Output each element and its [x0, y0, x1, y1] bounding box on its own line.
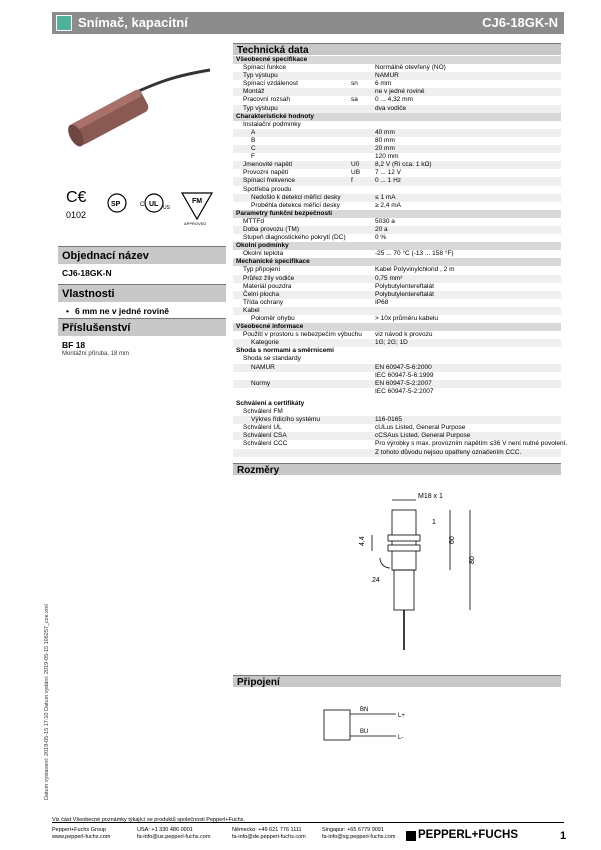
spec-row [233, 145, 561, 153]
spec-row [233, 283, 561, 291]
spec-value: 8,2 V (Ri cca. 1 kΩ) [375, 161, 432, 169]
spec-row [233, 202, 561, 210]
spec-label: MTTFd [243, 217, 264, 225]
spec-row [233, 432, 561, 440]
spec-label: Normy [251, 379, 271, 387]
spec-value: cULus Listed, General Purpose [375, 424, 466, 432]
spec-row [233, 64, 561, 72]
spec-row [233, 177, 561, 185]
spec-value: Polybutylentereftalát [375, 290, 434, 298]
spec-value: 0,75 mm² [375, 274, 403, 282]
spec-value: 0 ... 4,32 mm [375, 96, 413, 104]
connection-heading: Připojení [233, 675, 561, 687]
fm-icon [182, 193, 212, 219]
spec-row [233, 372, 561, 380]
spec-value: Kabel Polyvinylchlorid , 2 m [375, 266, 455, 274]
spec-row [233, 96, 561, 104]
tech-data-heading: Technická data [233, 43, 561, 55]
header-bar [52, 12, 564, 34]
spec-value: 0 ... 1 Hz [375, 177, 402, 185]
spec-value: 80 mm [375, 136, 395, 144]
order-title: Objednací název [58, 246, 226, 264]
spec-row [233, 449, 561, 457]
spec-section-header: Schválení a certifikáty [236, 399, 305, 407]
spec-section-header: Mechanické specifikace [233, 258, 561, 266]
csa-label: SP [111, 201, 121, 208]
spec-label: Výkres řídicího systému [251, 416, 320, 424]
spec-row [233, 307, 561, 315]
accessories-title: Příslušenství [58, 318, 226, 336]
spec-section-header: Všeobecné specifikace [233, 56, 561, 64]
spec-row [233, 315, 561, 323]
l-minus-label: L- [398, 735, 404, 741]
spec-label: Schválení CCC [243, 440, 288, 448]
footer-de-phone: Německo: +49 621 776 1111 [232, 827, 302, 833]
spec-row [233, 416, 561, 424]
spec-value: ne v jedné rovině [375, 88, 425, 96]
spec-row [233, 380, 561, 388]
brand-square-icon [56, 15, 72, 31]
spec-label: Spotřeba proudu [243, 185, 292, 193]
spec-value: viz návod k provozu [375, 331, 433, 339]
spec-label: Spínací vzdálenost [243, 80, 298, 88]
dim-label-24: 24 [372, 577, 380, 584]
connection-diagram [320, 700, 430, 750]
spec-value: Polybutylentereftalát [375, 282, 434, 290]
footer-website[interactable]: www.pepperl-fuchs.com [52, 834, 111, 840]
spec-label: Schválení FM [243, 408, 283, 416]
spec-section-header: Shoda s normami a směrnicemi [236, 347, 334, 355]
spec-label: Stupeň diagnostického pokrytí (DC) [243, 234, 346, 242]
spec-row [233, 121, 561, 129]
spec-label: A [251, 128, 256, 136]
spec-label: Spínací frekvence [243, 177, 296, 185]
spec-value: dva vodiče [375, 104, 407, 112]
spec-section-header: Okolní podmínky [233, 242, 561, 250]
spec-value: 0 % [375, 234, 387, 242]
spec-row [233, 218, 561, 226]
features-title: Vlastnosti [58, 284, 226, 302]
spec-value: ≤ 1 mA [375, 193, 396, 201]
sensor-product-image [60, 60, 230, 170]
spec-label: Instalační podmínky [243, 120, 301, 128]
spec-value: > 10x průměru kabelu [375, 315, 439, 322]
bu-label: BU [360, 729, 369, 735]
spec-row [233, 388, 561, 396]
spec-label: Shoda se standardy [243, 355, 301, 363]
spec-label: Použití v prostoru s nebezpečím výbuchu [243, 331, 362, 339]
spec-label: C [251, 145, 256, 153]
thread-label: M18 x 1 [418, 493, 443, 500]
spec-label: Kabel [243, 306, 260, 314]
spec-value: NAMUR [375, 72, 399, 80]
footer-contact-group [52, 827, 110, 841]
brand-logo-icon [406, 831, 416, 841]
spec-row [233, 275, 561, 283]
spec-label: B [251, 136, 256, 144]
spec-value: IP68 [375, 298, 389, 306]
spec-row [233, 355, 561, 363]
spec-value: -25 ... 70 °C (-13 ... 158 °F) [375, 250, 454, 258]
spec-row [233, 129, 561, 137]
spec-row [233, 364, 561, 372]
spec-row [233, 169, 561, 177]
spec-row [233, 137, 561, 145]
spec-label: Doba provozu (TM) [243, 225, 299, 233]
footer-us-phone: USA: +1 330 486 0001 [137, 827, 193, 833]
spec-label: Nedošlo k detekci měřicí desky [251, 193, 341, 201]
spec-row [233, 105, 561, 113]
spec-row [233, 266, 561, 274]
ce-number: 0102 [66, 210, 87, 220]
spec-row [233, 299, 561, 307]
footer-de-email[interactable]: fa-info@de.pepperl-fuchs.com [232, 834, 306, 840]
issue-date-stamp: Datum vystavení: 2019-05-15 17:10 Datum vydání: 2019-05-15 106257_cze.xml [44, 604, 50, 800]
spec-table [233, 56, 568, 457]
spec-row [233, 88, 561, 96]
spec-row [233, 194, 561, 202]
spec-row [233, 339, 561, 347]
spec-value: 7 ... 12 V [375, 169, 402, 177]
spec-value: 40 mm [375, 128, 395, 136]
spec-label: Typ výstupu [243, 104, 278, 112]
spec-label: Okolní teplota [243, 250, 284, 258]
accessory-desc: Montážní příruba, 18 mm [62, 351, 130, 357]
ul-us-label: US [163, 205, 170, 211]
page-number: 1 [560, 830, 567, 842]
spec-symbol: sa [351, 96, 358, 104]
spec-label: Montáž [243, 88, 265, 96]
spec-value: 1G; 2G; 1D [375, 339, 408, 347]
footer-sg-phone: Singapur: +65 6779 9091 [322, 827, 384, 833]
page-title: Snímač, kapacitní [78, 15, 188, 30]
spec-row [233, 424, 561, 432]
spec-section-header: Charakteristické hodnoty [233, 113, 561, 121]
model-code: CJ6-18GK-N [482, 15, 558, 30]
spec-row [233, 250, 561, 258]
spec-label: Průřez žíly vodiče [243, 274, 295, 282]
spec-row [233, 331, 561, 339]
spec-value: Z tohoto důvodu nejsou opatřeny označením CCC. [375, 448, 522, 456]
dimension-drawing [300, 490, 500, 660]
footer-note: Viz část Všeobecné poznámky týkající se produktů společnosti Pepperl+Fuchs. [52, 817, 245, 823]
features-section [58, 284, 226, 320]
spec-value: 116-0165 [375, 416, 402, 424]
footer [52, 817, 567, 842]
spec-row [233, 72, 561, 80]
spec-symbol: UB [351, 169, 361, 177]
spec-symbol: f [351, 177, 353, 185]
accessory-name: BF 18 [62, 340, 86, 350]
spec-label: Proběhla detekce měřicí desky [251, 201, 340, 209]
footer-contact-de [232, 827, 306, 841]
footer-contact-sg [322, 827, 395, 841]
spec-value: 6 mm [375, 80, 392, 88]
spec-value: 20 a [375, 225, 388, 233]
spec-symbol: sn [351, 80, 358, 88]
spec-label: F [251, 153, 255, 161]
dim-label-80: 80 [469, 556, 476, 564]
ul-c-label: C [140, 202, 145, 208]
spec-row [233, 226, 561, 234]
svg-text:C€: C€ [66, 189, 87, 206]
l-plus-label: L+ [398, 713, 405, 719]
accessories-section [58, 318, 226, 361]
spec-value: EN 60947-5-2:2007 [375, 379, 432, 387]
spec-row [233, 440, 568, 448]
spec-label: Pracovní rozsah [243, 96, 290, 104]
brand-name: PEPPERL+FUCHS [418, 829, 519, 841]
spec-value: EN 60947-5-6:2000 [375, 363, 432, 371]
spec-section-header: Parametry funkční bezpečnosti [233, 210, 561, 218]
spec-value: 20 mm [375, 145, 395, 153]
spec-label: Kategorie [251, 339, 279, 347]
spec-label: Typ výstupu [243, 72, 278, 80]
dimensions-heading: Rozměry [233, 463, 561, 475]
order-section [58, 246, 226, 282]
spec-row [233, 161, 561, 169]
spec-value: IEC 60947-5-6:1999 [375, 371, 434, 379]
spec-label: Jmenovité napětí [243, 161, 293, 169]
spec-section-header: Všeobecné informace [233, 323, 561, 331]
fm-label: FM [192, 198, 203, 205]
spec-label: Třída ochrany [243, 298, 284, 306]
ul-label: UL [149, 201, 159, 208]
bn-label: BN [360, 707, 369, 713]
spec-value: 5030 a [375, 217, 395, 225]
spec-symbol: U0 [351, 161, 360, 169]
dim-label-1: 1 [432, 519, 436, 526]
footer-sg-email[interactable]: fa-info@sg.pepperl-fuchs.com [322, 834, 396, 840]
spec-label: Provozní napětí [243, 169, 289, 177]
spec-row [233, 186, 561, 194]
spec-value: ≥ 2,4 mA [375, 201, 401, 209]
spec-row [233, 291, 561, 299]
fm-sub-label: APPROVED [184, 221, 207, 225]
spec-label: Poloměr ohybu [251, 315, 295, 322]
spec-value: Normálně otevřený (NO) [375, 64, 446, 72]
spec-label: Typ připojení [243, 266, 281, 274]
spec-row [233, 408, 561, 416]
spec-row [233, 153, 561, 161]
spec-row [233, 80, 561, 88]
footer-us-email[interactable]: fa-info@us.pepperl-fuchs.com [137, 834, 211, 840]
spec-value: cCSAus Listed, General Purpose [375, 432, 471, 440]
spec-value: IEC 60947-5-2:2007 [375, 387, 434, 395]
order-value: CJ6-18GK-N [62, 268, 112, 278]
dim-label-4: 4,4 [359, 536, 366, 546]
certification-marks [62, 185, 222, 225]
spec-label: Čelní plocha [243, 290, 280, 298]
spec-label: Materiál pouzdra [243, 282, 292, 290]
spec-label: Schválení CSA [243, 432, 287, 440]
spec-label: Spínací funkce [243, 64, 286, 72]
spec-row [233, 234, 561, 242]
footer-contact-us [137, 827, 210, 841]
spec-value: 120 mm [375, 153, 399, 161]
spec-label: NAMUR [251, 363, 275, 371]
spec-label: Schválení UL [243, 424, 282, 432]
dim-label-60: 60 [449, 536, 456, 544]
feature-item: • 6 mm ne v jedné rovině [66, 306, 222, 316]
footer-company: Pepperl+Fuchs Group [52, 827, 106, 833]
spec-value: Pro výrobky s max. provozním napětím ≤36 V není nutné povolení. [375, 440, 568, 448]
